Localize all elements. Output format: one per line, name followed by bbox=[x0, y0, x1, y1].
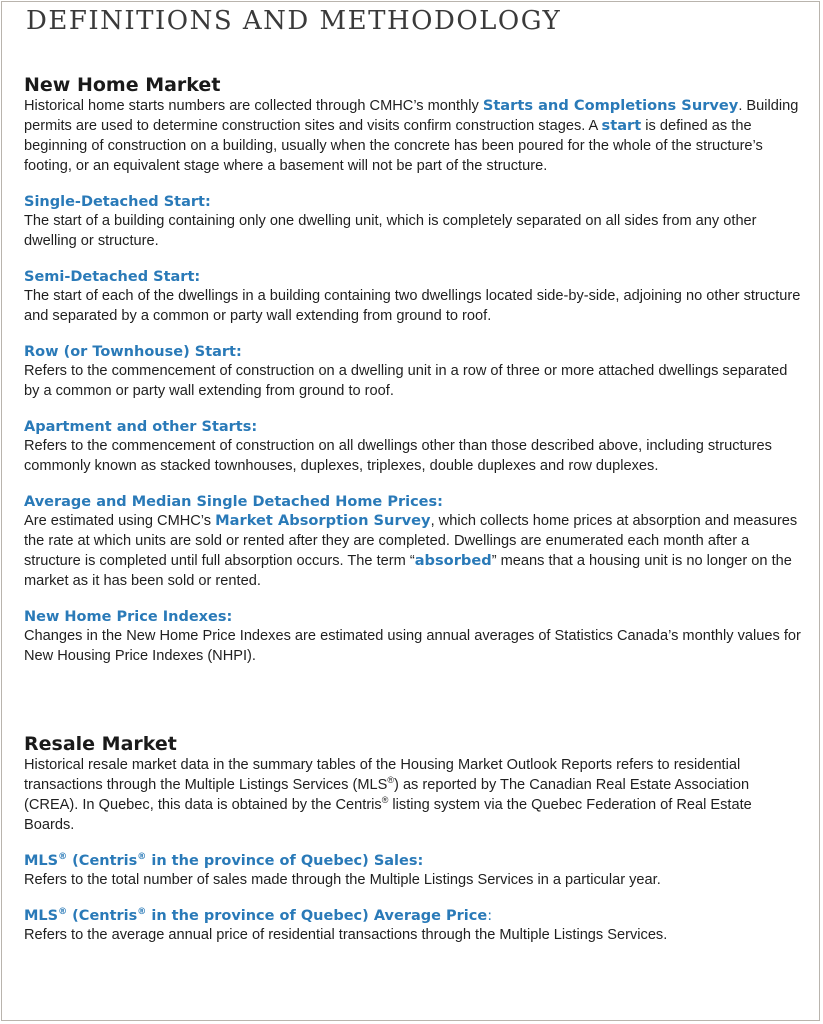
registered-mark: ® bbox=[381, 795, 389, 806]
new-home-price-indexes-heading: New Home Price Indexes: bbox=[24, 609, 233, 625]
resale-market-heading: Resale Market bbox=[24, 733, 177, 755]
semi-detached-heading: Semi-Detached Start: bbox=[24, 269, 201, 285]
text: MLS bbox=[24, 853, 59, 869]
text: . Building permits are used to determine construction sites and visits confirm construction stages. A bbox=[24, 98, 799, 134]
mls-sales-heading bbox=[24, 852, 806, 870]
text: listing system via the Quebec Federation of Real Estate Boards. bbox=[24, 797, 752, 833]
text: Are estimated using CMHC’s bbox=[24, 513, 216, 529]
start-term[interactable]: start bbox=[601, 117, 642, 134]
text: , which collects home prices at absorption and measures the rate at which units are sold or rented after they are completed. Dwellings are enumerated each month after a structure is completed until full absorption occurs. The term “ bbox=[24, 513, 798, 569]
market-absorption-survey-link[interactable]: Market Absorption Survey bbox=[215, 512, 431, 529]
row-townhouse-text: Refers to the commencement of construction on a dwelling unit in a row of three or more attached dwellings separated by a common or party wall extending from ground to roof. bbox=[24, 363, 788, 399]
text: (Centris bbox=[67, 853, 138, 869]
resale-market-paragraph bbox=[24, 755, 806, 835]
text: Historical resale market data in the summary tables of the Housing Market Outlook Reports refers to residential transactions through the Multiple Listings Services (MLS bbox=[24, 757, 741, 793]
resale-market-section bbox=[24, 733, 806, 945]
text: Historical home starts numbers are collected through CMHC’s monthly bbox=[24, 98, 483, 114]
absorbed-term[interactable]: absorbed bbox=[414, 552, 492, 569]
text: ” means that a housing unit is no longer on the market as it has been sold or rented. bbox=[24, 553, 792, 589]
registered-mark: ® bbox=[137, 852, 147, 863]
new-home-market-section bbox=[24, 74, 806, 666]
mls-average-price-text: Refers to the average annual price of residential transactions through the Multiple Listings Services. bbox=[24, 927, 668, 943]
single-detached-heading: Single-Detached Start: bbox=[24, 194, 211, 210]
text: is defined as the beginning of construction on a building, usually when the concrete has been poured for the whole of the structure’s footing, or an equivalent stage where a basement will not be part of the structure. bbox=[24, 118, 763, 174]
mls-average-price-heading bbox=[24, 907, 806, 925]
new-home-market-paragraph bbox=[24, 96, 806, 176]
new-home-market-heading: New Home Market bbox=[24, 74, 221, 96]
row-townhouse-heading: Row (or Townhouse) Start: bbox=[24, 344, 242, 360]
registered-mark: ® bbox=[58, 852, 68, 863]
new-home-price-indexes-text: Changes in the New Home Price Indexes are estimated using annual averages of Statistics Canada’s monthly values for New Housing Price Indexes (NHPI). bbox=[24, 628, 801, 664]
registered-mark: ® bbox=[58, 907, 68, 918]
text: MLS bbox=[24, 908, 59, 924]
home-prices-heading: Average and Median Single Detached Home Prices: bbox=[24, 494, 443, 510]
registered-mark: ® bbox=[387, 775, 395, 786]
mls-sales-text: Refers to the total number of sales made through the Multiple Listings Services in a particular year. bbox=[24, 872, 661, 888]
semi-detached-text: The start of each of the dwellings in a building containing two dwellings located side-by-side, adjoining no other structure and separated by a common or party wall extending from ground to roof. bbox=[24, 288, 801, 324]
home-prices-text bbox=[24, 511, 806, 591]
apartment-heading: Apartment and other Starts: bbox=[24, 419, 258, 435]
single-detached-text: The start of a building containing only one dwelling unit, which is completely separated on all sides from any other dwelling or structure. bbox=[24, 213, 757, 249]
text: (Centris bbox=[67, 908, 138, 924]
registered-mark: ® bbox=[137, 907, 147, 918]
content bbox=[24, 74, 806, 945]
apartment-text: Refers to the commencement of construction on all dwellings other than those described above, including structures commonly known as stacked townhouses, duplexes, triplexes, double duplexes and row duplexes. bbox=[24, 438, 772, 474]
starts-completions-survey-link[interactable]: Starts and Completions Survey bbox=[482, 97, 739, 114]
text: in the province of Quebec) Average Price bbox=[146, 908, 488, 924]
page-title: DEFINITIONS AND METHODOLOGY bbox=[26, 6, 562, 36]
text: ) as reported by The Canadian Real Estate Association (CREA). In Quebec, this data is obtained by the Centris bbox=[24, 777, 750, 813]
text: in the province of Quebec) Sales: bbox=[146, 853, 424, 869]
text: : bbox=[487, 908, 493, 924]
